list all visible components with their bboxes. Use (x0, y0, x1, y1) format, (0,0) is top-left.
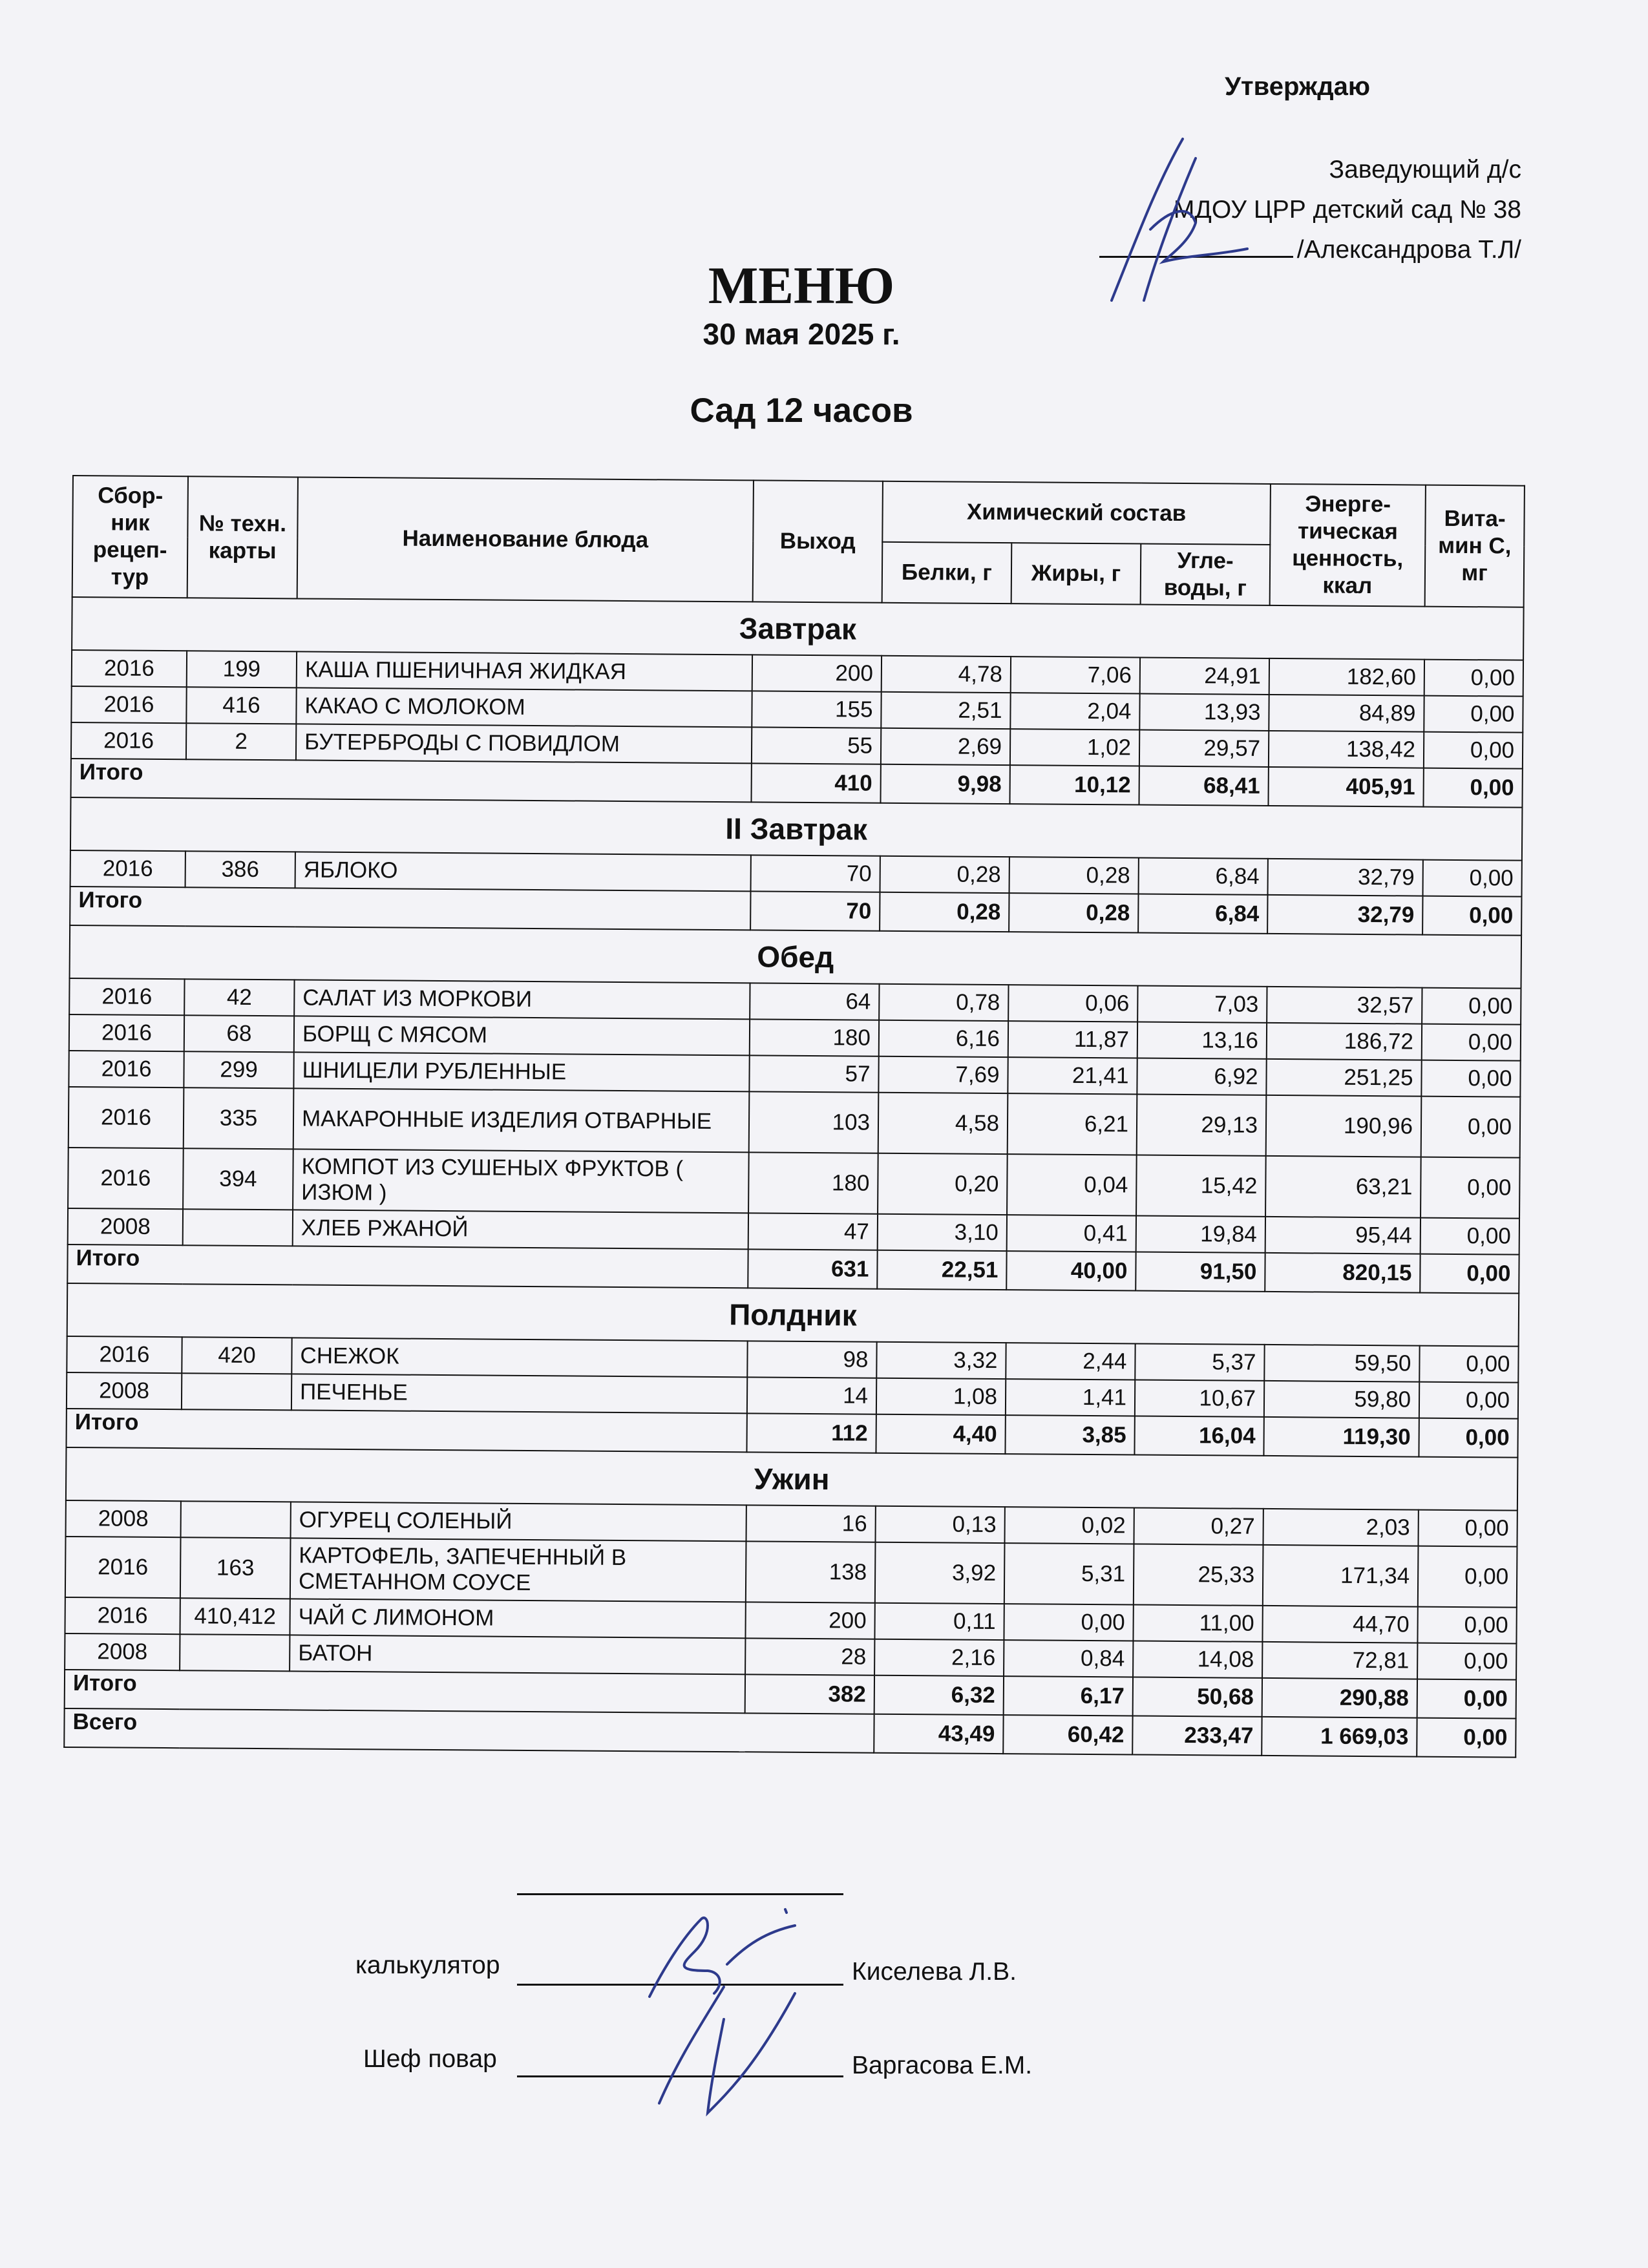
energy-value: 32,79 (1268, 859, 1423, 896)
chef-name: Варгасова Е.М. (852, 2052, 1033, 2079)
fat-value: 5,31 (1004, 1543, 1134, 1604)
grand-total-protein: 43,49 (874, 1714, 1003, 1754)
carbs-value: 13,16 (1137, 1022, 1267, 1059)
recipe-collection: 2016 (69, 1051, 184, 1087)
dish-name: ХЛЕБ РЖАНОЙ (293, 1210, 748, 1249)
vitamin-value: 0,00 (1421, 1218, 1519, 1255)
recipe-collection: 2016 (69, 1014, 184, 1051)
portion-output: 155 (752, 691, 881, 728)
total-label: Итого (71, 759, 752, 802)
carbs-value: 6,92 (1137, 1058, 1266, 1095)
portion-output: 138 (746, 1541, 876, 1602)
dish-name: ШНИЦЕЛИ РУБЛЕННЫЕ (293, 1052, 749, 1091)
tech-card-number (182, 1373, 291, 1410)
energy-value: 63,21 (1265, 1156, 1421, 1218)
total-vitamin: 0,00 (1420, 1254, 1519, 1294)
dish-name: КОМПОТ ИЗ СУШЕНЫХ ФРУКТОВ ( ИЗЮМ ) (293, 1149, 749, 1213)
col-header-carbs: Угле-воды, г (1141, 544, 1271, 605)
fat-value: 7,06 (1011, 656, 1140, 693)
fat-value: 11,87 (1008, 1021, 1137, 1058)
total-vitamin: 0,00 (1419, 1418, 1517, 1458)
calc-name: Киселева Л.В. (852, 1958, 1017, 1986)
dish-name: КАКАО С МОЛОКОМ (296, 688, 752, 727)
col-header-tech-card: № техн. карты (187, 476, 298, 598)
protein-value: 0,13 (875, 1506, 1004, 1543)
protein-value: 2,69 (881, 728, 1010, 765)
protein-value: 0,78 (879, 984, 1008, 1021)
vitamin-value: 0,00 (1418, 1546, 1517, 1608)
fat-value: 1,02 (1010, 729, 1139, 766)
calc-label: калькулятор (355, 1951, 500, 1979)
grand-total-fat: 60,42 (1003, 1715, 1132, 1754)
total-output: 631 (748, 1249, 877, 1288)
recipe-collection: 2016 (71, 722, 186, 759)
protein-value: 4,78 (882, 656, 1011, 693)
fat-value: 0,84 (1004, 1640, 1133, 1677)
dish-name: СНЕЖОК (291, 1338, 747, 1377)
section-title: II Завтрак (70, 797, 1523, 861)
vitamin-value: 0,00 (1417, 1607, 1516, 1644)
energy-value: 190,96 (1266, 1095, 1422, 1157)
total-carbs: 50,68 (1133, 1677, 1262, 1717)
recipe-collection: 2016 (68, 1148, 184, 1209)
energy-value: 186,72 (1267, 1023, 1422, 1060)
recipe-collection: 2016 (69, 978, 184, 1015)
total-label: Итого (70, 887, 750, 930)
portion-output: 14 (747, 1377, 876, 1414)
recipe-collection: 2008 (68, 1208, 183, 1245)
energy-value: 251,25 (1266, 1059, 1421, 1097)
section-row (66, 1447, 1518, 1511)
fat-value: 2,44 (1006, 1343, 1135, 1380)
total-protein: 9,98 (880, 764, 1009, 804)
head-name: /Александрова Т.Л/ (1296, 236, 1521, 264)
total-carbs: 68,41 (1139, 766, 1268, 806)
vitamin-value: 0,00 (1419, 1346, 1518, 1383)
energy-value: 138,42 (1269, 731, 1424, 768)
vitamin-value: 0,00 (1422, 1024, 1521, 1061)
recipe-collection: 2016 (72, 650, 187, 687)
dish-name: ПЕЧЕНЬЕ (291, 1374, 747, 1413)
total-energy: 820,15 (1265, 1253, 1420, 1293)
table-row (65, 1537, 1517, 1608)
dish-name: МАКАРОННЫЕ ИЗДЕЛИЯ ОТВАРНЫЕ (293, 1088, 750, 1152)
tech-card-number: 42 (184, 979, 294, 1016)
document-subtitle: Сад 12 часов (690, 392, 913, 430)
fat-value: 2,04 (1010, 693, 1139, 730)
carbs-value: 15,42 (1136, 1155, 1266, 1217)
energy-value: 84,89 (1269, 695, 1424, 732)
vitamin-value: 0,00 (1421, 1060, 1520, 1097)
vitamin-value: 0,00 (1421, 1097, 1521, 1158)
carbs-value: 19,84 (1136, 1216, 1265, 1253)
total-vitamin: 0,00 (1423, 768, 1522, 808)
portion-output: 70 (751, 855, 880, 892)
total-label: Итого (65, 1670, 745, 1713)
dish-name: ЧАЙ С ЛИМОНОМ (290, 1599, 745, 1638)
signature-block (0, 1861, 1648, 2152)
total-carbs: 16,04 (1134, 1416, 1263, 1456)
vitamin-value: 0,00 (1422, 988, 1521, 1025)
portion-output: 57 (749, 1055, 878, 1092)
tech-card-number: 199 (187, 651, 297, 688)
grand-total-label: Всего (64, 1708, 874, 1753)
col-header-collection: Сбор-ник рецеп-тур (72, 476, 188, 598)
total-protein: 6,32 (874, 1675, 1004, 1715)
energy-value: 32,57 (1267, 987, 1422, 1024)
portion-output: 103 (749, 1091, 879, 1153)
protein-value: 0,28 (880, 856, 1009, 893)
carbs-value: 0,27 (1134, 1508, 1263, 1545)
head-position: Заведующий д/с (1329, 156, 1521, 184)
col-header-vitamin: Вита-мин С, мг (1425, 485, 1525, 607)
total-fat: 10,12 (1009, 765, 1139, 804)
protein-value: 4,58 (878, 1093, 1008, 1154)
carbs-value: 25,33 (1134, 1544, 1263, 1606)
tech-card-number: 335 (184, 1087, 294, 1149)
carbs-value: 14,08 (1133, 1641, 1262, 1678)
vitamin-value: 0,00 (1419, 1382, 1518, 1419)
carbs-value: 10,67 (1135, 1380, 1264, 1417)
energy-value: 95,44 (1265, 1217, 1421, 1254)
fat-value: 1,41 (1006, 1379, 1135, 1416)
carbs-value: 24,91 (1140, 658, 1269, 695)
tech-card-number: 416 (186, 687, 296, 724)
total-protein: 22,51 (877, 1250, 1006, 1290)
tech-card-number: 2 (186, 723, 296, 760)
tech-card-number: 420 (182, 1337, 291, 1374)
dish-name: БУТЕРБРОДЫ С ПОВИДЛОМ (296, 724, 752, 763)
total-protein: 0,28 (880, 892, 1009, 932)
protein-value: 6,16 (879, 1020, 1008, 1057)
fat-value: 21,41 (1008, 1057, 1137, 1094)
protein-value: 3,92 (875, 1542, 1005, 1604)
recipe-collection: 2008 (67, 1372, 182, 1409)
portion-output: 28 (745, 1638, 874, 1675)
protein-value: 7,69 (878, 1056, 1008, 1093)
section-row (72, 597, 1524, 660)
energy-value: 171,34 (1263, 1545, 1419, 1607)
total-energy: 405,91 (1268, 767, 1423, 807)
dish-name: БАТОН (290, 1635, 745, 1674)
carbs-value: 5,37 (1135, 1344, 1264, 1381)
fat-value: 0,28 (1009, 857, 1139, 894)
table-row (68, 1148, 1520, 1219)
chef-signature (646, 1980, 808, 2123)
fat-value: 0,41 (1007, 1215, 1136, 1252)
total-fat: 6,17 (1004, 1676, 1133, 1716)
portion-output: 200 (745, 1602, 874, 1639)
carbs-value: 7,03 (1137, 986, 1267, 1023)
document-title: МЕНЮ (708, 256, 895, 315)
portion-output: 64 (750, 983, 879, 1020)
portion-output: 180 (748, 1152, 878, 1213)
fat-value: 0,06 (1008, 985, 1137, 1022)
recipe-collection: 2016 (70, 850, 185, 887)
carbs-value: 6,84 (1139, 858, 1268, 895)
recipe-collection: 2008 (66, 1500, 181, 1537)
total-carbs: 6,84 (1138, 894, 1267, 934)
section-row (67, 1283, 1519, 1347)
total-vitamin: 0,00 (1422, 896, 1521, 936)
section-title: Завтрак (72, 597, 1524, 660)
energy-value: 182,60 (1269, 658, 1424, 696)
grand-total-carbs: 233,47 (1132, 1716, 1262, 1756)
tech-card-number: 68 (184, 1015, 294, 1052)
table-row (69, 1087, 1521, 1158)
section-row (70, 925, 1522, 989)
tech-card-number (183, 1209, 293, 1246)
fat-value: 6,21 (1008, 1093, 1137, 1155)
organization-name: МДОУ ЦРР детский сад № 38 (1173, 196, 1521, 224)
recipe-collection: 2016 (67, 1336, 182, 1373)
energy-value: 72,81 (1262, 1642, 1417, 1679)
tech-card-number: 163 (180, 1537, 291, 1599)
total-label: Итого (66, 1409, 746, 1452)
carbs-value: 29,13 (1137, 1095, 1267, 1156)
tech-card-number: 410,412 (180, 1598, 290, 1635)
tech-card-number (181, 1501, 291, 1538)
dish-name: ОГУРЕЦ СОЛЕНЫЙ (291, 1502, 746, 1541)
total-output: 70 (750, 891, 880, 930)
portion-output: 55 (752, 727, 881, 764)
protein-value: 0,20 (878, 1153, 1008, 1215)
fat-value: 0,00 (1004, 1604, 1133, 1641)
menu-table (63, 475, 1525, 1758)
section-title: Ужин (66, 1447, 1518, 1511)
total-energy: 290,88 (1262, 1678, 1417, 1718)
document-date: 30 мая 2025 г. (703, 317, 900, 351)
vitamin-value: 0,00 (1421, 1157, 1520, 1219)
dish-name: КАША ПШЕНИЧНАЯ ЖИДКАЯ (297, 651, 752, 691)
recipe-collection: 2016 (65, 1597, 180, 1634)
protein-value: 3,32 (876, 1342, 1006, 1379)
tech-card-number: 386 (185, 851, 295, 888)
carbs-value: 13,93 (1139, 694, 1269, 731)
recipe-collection: 2008 (65, 1633, 180, 1670)
total-output: 382 (745, 1674, 874, 1714)
vitamin-value: 0,00 (1424, 660, 1523, 697)
protein-value: 1,08 (876, 1378, 1006, 1415)
grand-total-energy: 1 669,03 (1262, 1717, 1417, 1757)
section-row (70, 797, 1523, 861)
section-title: Обед (70, 925, 1522, 989)
recipe-collection: 2016 (69, 1087, 184, 1148)
grand-total-vitamin: 0,00 (1417, 1718, 1516, 1758)
vitamin-value: 0,00 (1423, 860, 1522, 897)
vitamin-value: 0,00 (1417, 1643, 1516, 1680)
protein-value: 2,51 (881, 692, 1010, 729)
total-output: 410 (751, 763, 880, 803)
dish-name: САЛАТ ИЗ МОРКОВИ (294, 980, 750, 1019)
portion-output: 180 (750, 1019, 879, 1056)
menu-table-body (64, 597, 1523, 1758)
total-output: 112 (746, 1413, 876, 1453)
dish-name: КАРТОФЕЛЬ, ЗАПЕЧЕННЫЙ В СМЕТАННОМ СОУСЕ (290, 1538, 746, 1602)
protein-value: 0,11 (874, 1603, 1004, 1640)
signature-line (517, 1893, 843, 1895)
portion-output: 98 (747, 1341, 876, 1378)
tech-card-number: 299 (184, 1051, 293, 1088)
col-header-output: Выход (753, 480, 883, 602)
recipe-collection: 2016 (71, 686, 186, 723)
portion-output: 200 (752, 655, 882, 691)
total-fat: 3,85 (1005, 1415, 1134, 1454)
total-vitamin: 0,00 (1417, 1679, 1516, 1719)
vitamin-value: 0,00 (1424, 732, 1523, 769)
col-header-dish: Наименование блюда (297, 477, 754, 602)
total-fat: 0,28 (1009, 893, 1138, 932)
carbs-value: 11,00 (1133, 1605, 1262, 1642)
dish-name: ЯБЛОКО (295, 852, 751, 891)
energy-value: 59,80 (1264, 1381, 1419, 1418)
vitamin-value: 0,00 (1424, 696, 1523, 733)
energy-value: 2,03 (1263, 1509, 1419, 1546)
carbs-value: 29,57 (1139, 730, 1269, 767)
portion-output: 47 (748, 1213, 878, 1250)
tech-card-number (180, 1634, 290, 1671)
col-header-protein: Белки, г (882, 542, 1012, 604)
section-title: Полдник (67, 1283, 1519, 1347)
table-header-row (72, 476, 1525, 547)
chef-label: Шеф повар (363, 2045, 497, 2073)
total-label: Итого (67, 1244, 748, 1288)
portion-output: 16 (746, 1505, 876, 1542)
energy-value: 44,70 (1262, 1606, 1417, 1643)
total-fat: 40,00 (1006, 1251, 1136, 1290)
col-header-energy: Энерге-тическая ценность, ккал (1270, 484, 1426, 607)
vitamin-value: 0,00 (1418, 1510, 1517, 1547)
protein-value: 2,16 (874, 1639, 1004, 1676)
recipe-collection: 2016 (65, 1537, 181, 1598)
fat-value: 0,02 (1004, 1507, 1134, 1544)
approve-label: Утверждаю (1225, 72, 1370, 101)
tech-card-number: 394 (183, 1148, 293, 1210)
col-header-fat: Жиры, г (1011, 543, 1141, 604)
fat-value: 0,04 (1007, 1154, 1137, 1215)
total-energy: 119,30 (1263, 1417, 1419, 1457)
col-header-chem: Химический состав (882, 481, 1271, 545)
energy-value: 59,50 (1264, 1345, 1419, 1382)
protein-value: 3,10 (878, 1214, 1007, 1251)
total-protein: 4,40 (876, 1414, 1005, 1454)
total-carbs: 91,50 (1136, 1252, 1265, 1292)
total-energy: 32,79 (1267, 895, 1422, 935)
dish-name: БОРЩ С МЯСОМ (294, 1016, 750, 1055)
